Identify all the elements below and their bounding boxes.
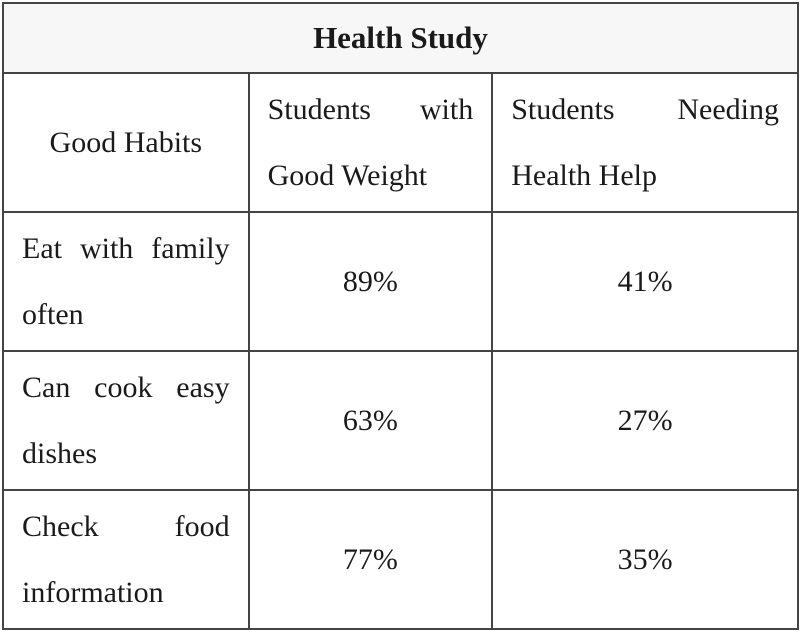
habit-line2: often xyxy=(22,297,84,331)
habit-line1: Check food xyxy=(22,509,230,543)
good-weight-cell: 63% xyxy=(249,351,493,490)
habit-cell xyxy=(3,351,249,490)
good-weight-cell: 89% xyxy=(249,212,493,351)
needing-help-cell: 41% xyxy=(492,212,798,351)
needing-help-cell: 35% xyxy=(492,490,798,629)
header-col2-line2: Good Weight xyxy=(267,158,428,192)
habit-line1: Can cook easy xyxy=(22,370,230,404)
habit-line1: Eat with family xyxy=(22,231,230,265)
header-col2-line1: Students with xyxy=(267,92,474,126)
table-title: Health Study xyxy=(3,3,798,73)
header-students-good-weight xyxy=(249,73,493,212)
health-study-table xyxy=(2,2,799,630)
habit-cell xyxy=(3,212,249,351)
table-row xyxy=(3,351,798,490)
habit-line2: information xyxy=(22,575,164,609)
table-row xyxy=(3,490,798,629)
habit-line2: dishes xyxy=(22,436,97,470)
needing-help-cell: 27% xyxy=(492,351,798,490)
table-row xyxy=(3,212,798,351)
good-weight-cell: 77% xyxy=(249,490,493,629)
health-study-table-wrapper xyxy=(2,2,799,630)
header-students-needing-help xyxy=(492,73,798,212)
header-good-habits: Good Habits xyxy=(3,73,249,212)
header-row xyxy=(3,73,798,212)
habit-cell xyxy=(3,490,249,629)
header-col3-line2: Health Help xyxy=(511,158,657,192)
header-col3-line1: Students Needing xyxy=(511,92,779,126)
